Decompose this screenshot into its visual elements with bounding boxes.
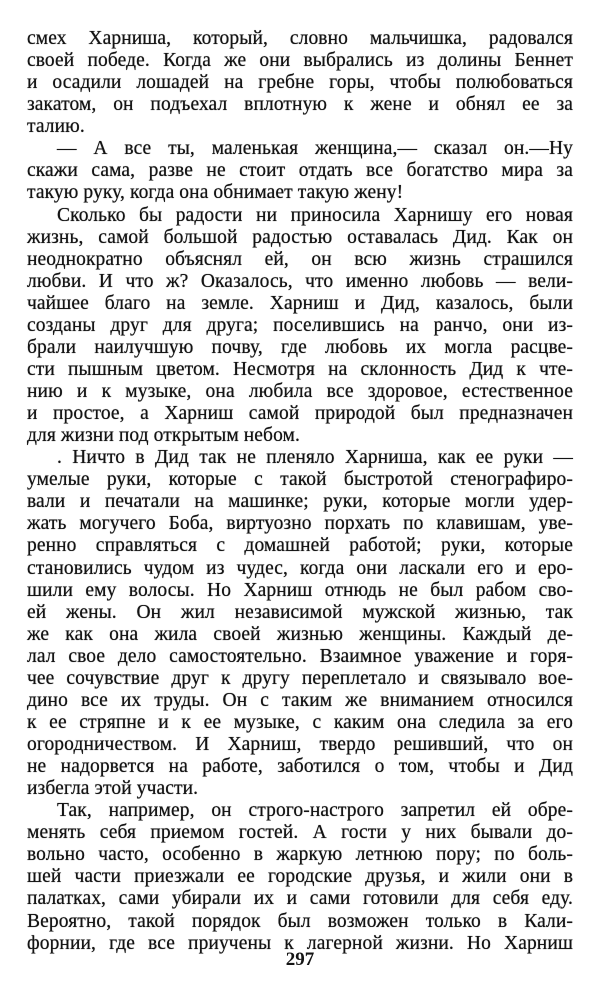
text-line: брали наилучшую почву, где любовь их могла расцве- [27,336,573,358]
text-line: избегла этой участи. [27,778,199,800]
text-line: талию. [27,116,85,138]
text-line: Так, например, он строго-настрого запретил ей обре- [57,800,573,822]
text-line: для жизни под открытым небом. [27,425,300,447]
text-line: вольно часто, особенно в жаркую летнюю пору; по боль- [27,844,573,866]
page-number: 297 [285,949,315,970]
text-line: созданы друг для друга; поселившись на ранчо, они из- [27,314,573,336]
text-line: вали и печатали на машинке; руки, которые могли удер- [27,491,573,513]
text-line: и простое, а Харниш самой природой был предназначен [27,403,573,425]
text-line: не надорвется на работе, заботился о том, чтобы и Дид [27,756,573,778]
text-line: шили ему волосы. Но Харниш отнюдь не был рабом сво- [27,579,573,601]
page-body [27,28,573,955]
text-line: же как она жила своей жизнью женщины. Каждый де- [27,623,573,645]
text-line: нию и к музыке, она любила все здоровое, естественное [27,381,573,402]
text-line: шей части приезжали ее городские друзья, и жили они в [27,866,573,888]
text-line: сти пышным цветом. Несмотря на склонность Дид к чте- [27,358,573,380]
text-line: к ее стряпне и к ее музыке, с каким она следила за его [27,711,573,733]
text-line: Вероятно, такой порядок был возможен только в Кали- [27,910,573,932]
text-line: менять себя приемом гостей. А гости у них бывали до- [27,822,573,844]
text-line: форнии, где все приучены к лагерной жизни. Но Харниш [27,932,573,954]
text-line: и осадили лошадей на гребне горы, чтобы полюбоваться [27,72,573,94]
text-line: огородничеством. И Харниш, твердо решивший, что он [27,734,573,755]
text-line: скажи сама, разве не стоит отдать все богатство мира за [27,160,573,182]
text-line: жать могучего Боба, виртуозно порхать по клавишам, уве- [27,513,573,535]
text-line: ей жены. Он жил независимой мужской жизнью, так [27,601,573,623]
text-line: любви. И что ж? Оказалось, что именно любовь — вели- [27,270,573,292]
text-line: своей победе. Когда же они выбрались из долины Беннет [27,50,573,72]
text-line: жизнь, самой большой радостью оставалась Дид. Как он [27,226,573,248]
text-line: неоднократно объяснял ей, он всю жизнь страшился [27,248,573,270]
text-line: дино все их труды. Он с таким же вниманием относился [27,689,573,711]
text-line: умелые руки, которые с такой быстротой стенографиро- [27,469,573,491]
text-line: чайшее благо на земле. Харниш и Дид, казалось, были [27,292,573,314]
text-line: палатках, сами убирали их и сами готовили для себя еду. [27,888,573,910]
text-line: . Ничто в Дид так не пленяло Харниша, как ее руки — [57,447,573,469]
text-line: становились чудом из чудес, когда они ласкали его и еро- [27,557,573,579]
text-line: чее сочувствие друг к другу переплетало и связывало вое- [27,667,573,689]
text-line: ренно справляться с домашней работой; руки, которые [27,535,573,557]
text-line: такую руку, когда она обнимает такую жену! [27,182,404,204]
text-line: лал свое дело самостоятельно. Взаимное уважение и горя- [27,645,573,667]
text-line: Сколько бы радости ни приносила Харнишу его новая [57,204,573,226]
text-line: смех Харниша, который, словно мальчишка, радовался [27,28,573,49]
text-line: — А все ты, маленькая женщина,— сказал он.—Ну [57,138,573,160]
text-line: закатом, он подъехал вплотную к жене и обнял ее за [27,94,573,116]
